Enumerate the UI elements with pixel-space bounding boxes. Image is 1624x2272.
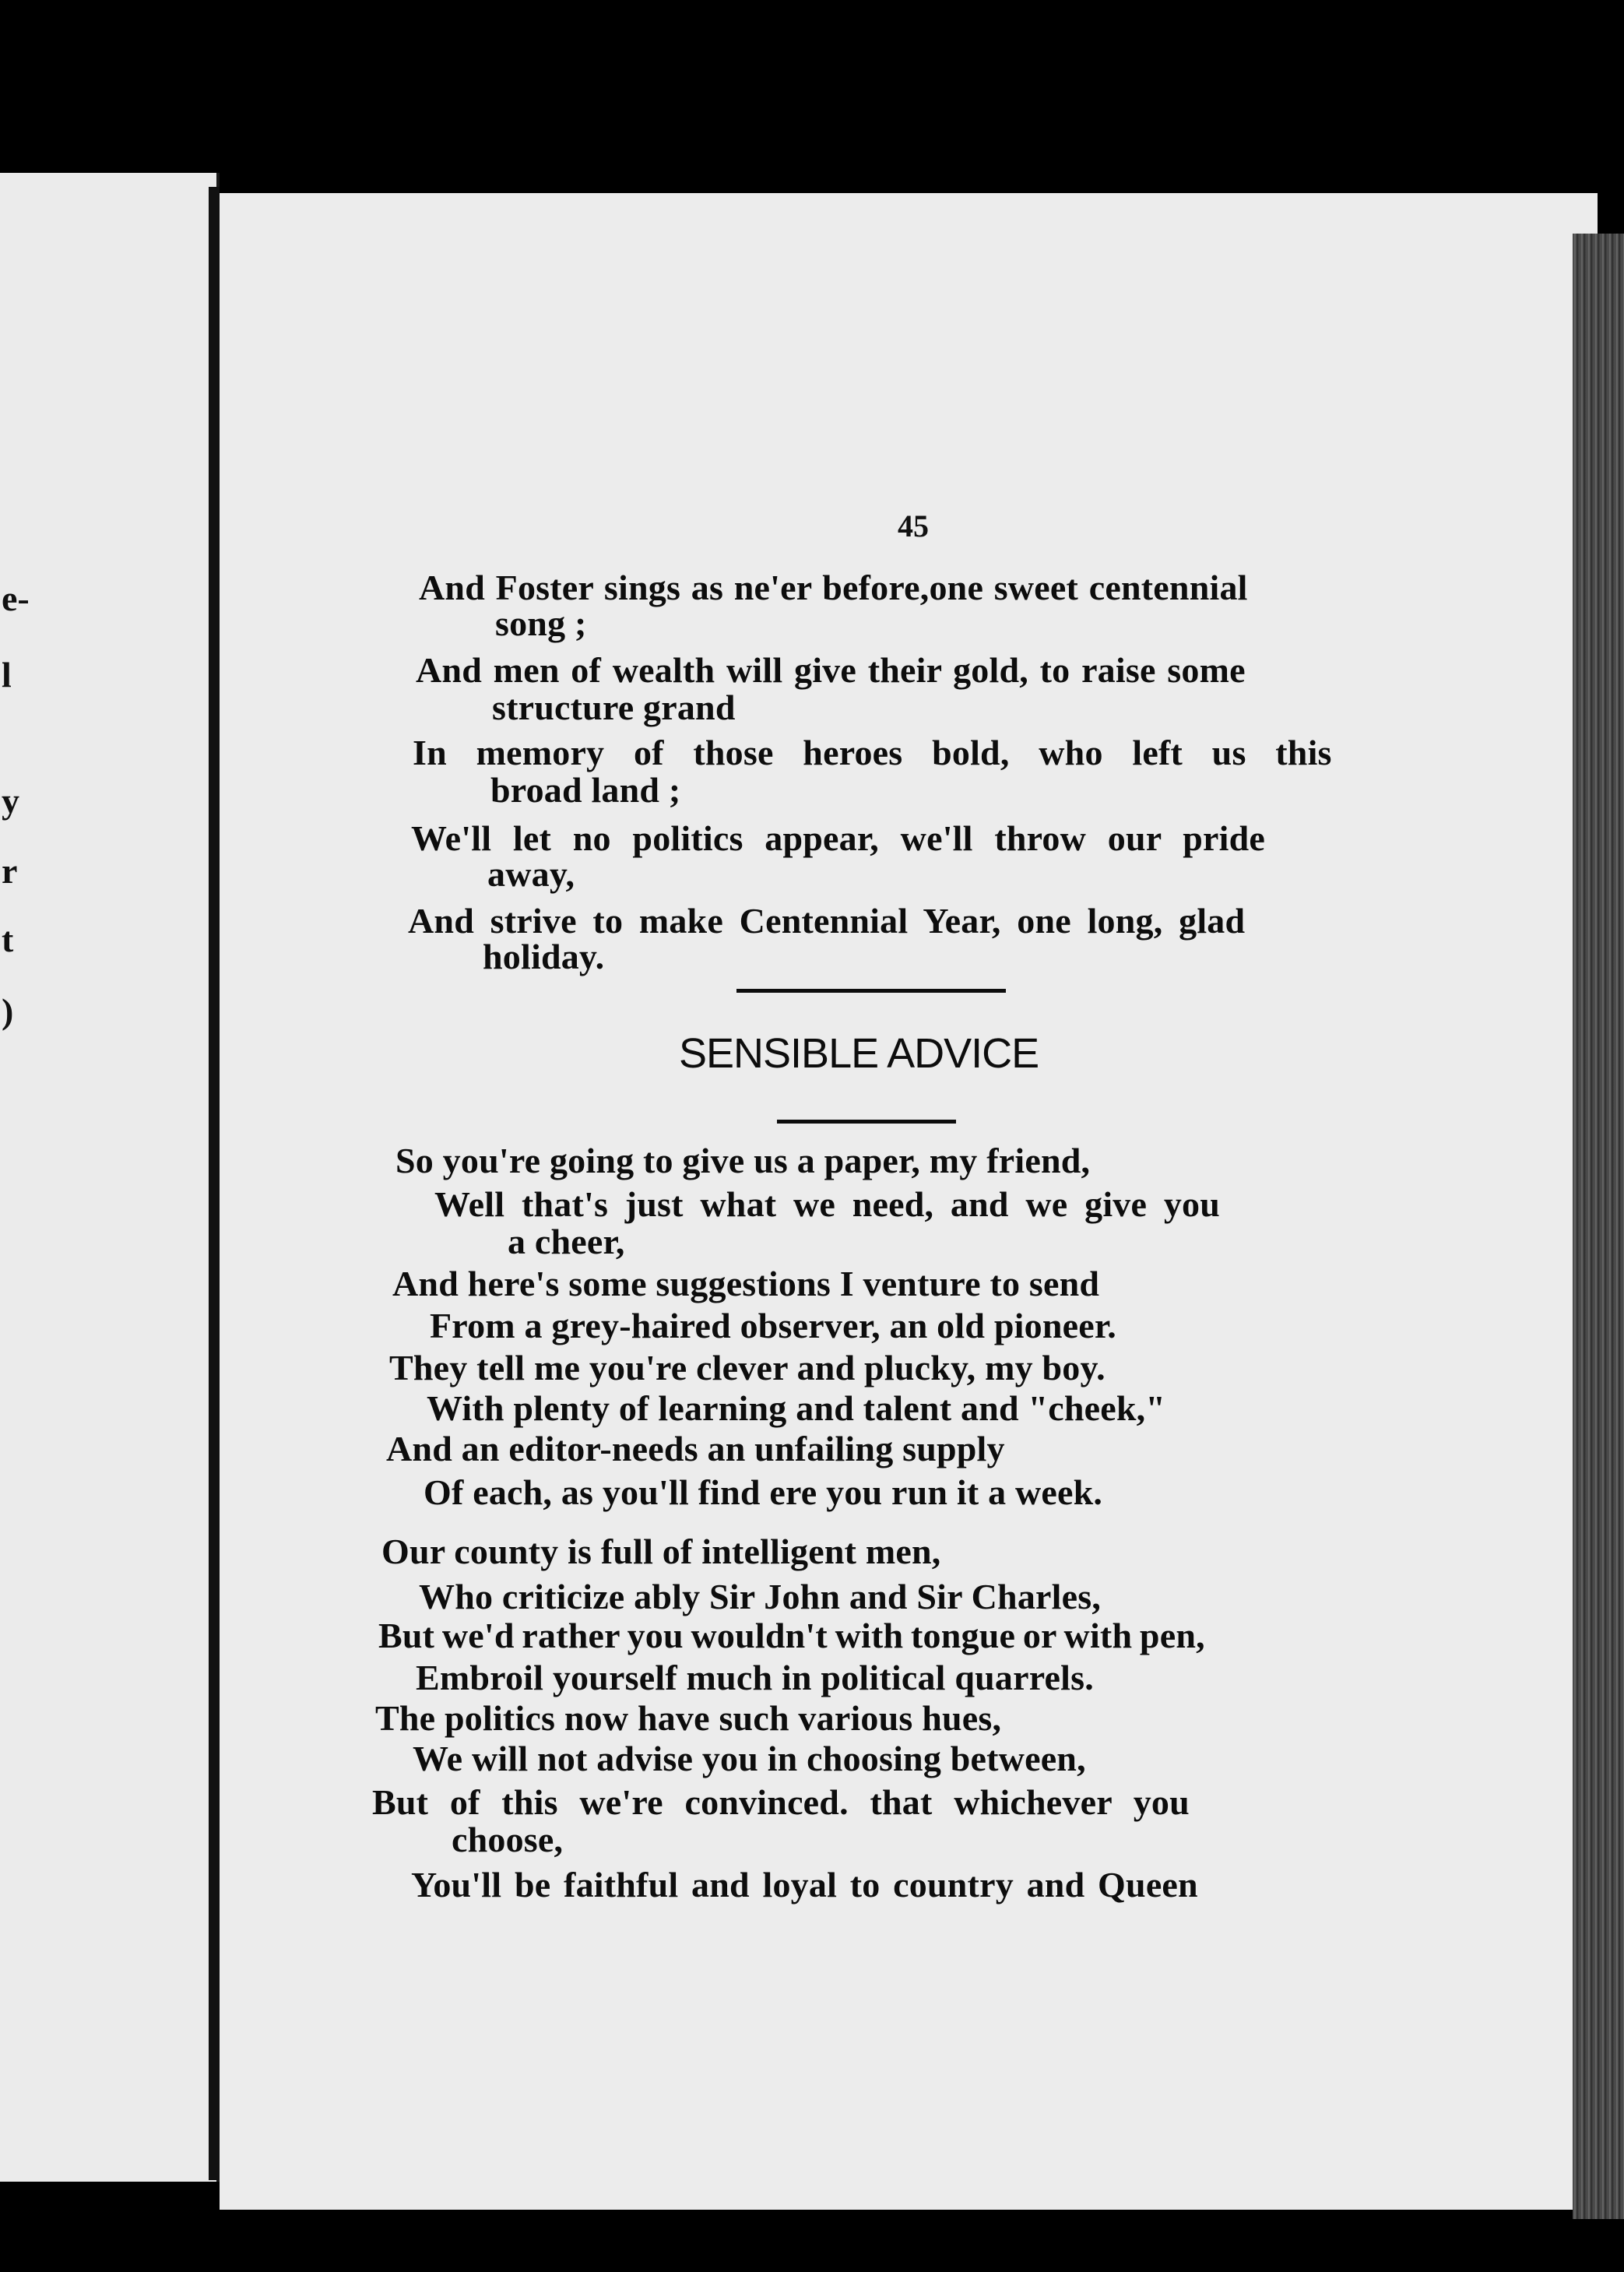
book-gutter bbox=[209, 187, 220, 2180]
poem-line-continuation: song ; bbox=[495, 603, 587, 643]
poem-line-continuation: structure grand bbox=[492, 688, 736, 727]
poem-line: In memory of those heroes bold, who left us this bbox=[413, 733, 1332, 772]
margin-fragment: y bbox=[2, 781, 19, 821]
poem-line: So you're going to give us a paper, my friend, bbox=[395, 1141, 1091, 1180]
poem-line: The politics now have such various hues, bbox=[375, 1698, 1002, 1738]
poem-line: We'll let no politics appear, we'll throw our pride bbox=[411, 818, 1265, 858]
poem-line: Embroil yourself much in political quarrels. bbox=[416, 1658, 1094, 1697]
poem-line: But of this we're convinced. that whichever you bbox=[372, 1782, 1190, 1822]
poem-line: a cheer, bbox=[508, 1222, 625, 1261]
divider-rule bbox=[777, 1120, 956, 1124]
margin-fragment: r bbox=[2, 851, 18, 891]
poem-line: And strive to make Centennial Year, one long, glad bbox=[408, 901, 1246, 941]
poem-line: But we'd rather you wouldn't with tongue or with pen, bbox=[378, 1616, 1205, 1655]
divider-rule bbox=[736, 989, 1006, 993]
poem-line: And men of wealth will give their gold, to raise some bbox=[416, 650, 1246, 690]
poem-line: choose, bbox=[452, 1820, 564, 1859]
poem-line: Who criticize ably Sir John and Sir Charles, bbox=[419, 1577, 1102, 1616]
poem-line: We will not advise you in choosing between, bbox=[413, 1739, 1086, 1778]
poem-title: SENSIBLE ADVICE bbox=[679, 1030, 1039, 1077]
page-number: 45 bbox=[898, 508, 929, 543]
poem-line: Our county is full of intelligent men, bbox=[381, 1532, 941, 1571]
margin-fragment: e- bbox=[2, 579, 30, 618]
margin-fragment: t bbox=[2, 920, 14, 959]
poem-line: You'll be faithful and loyal to country and Queen bbox=[411, 1865, 1198, 1904]
left-page-fragment bbox=[0, 173, 220, 2182]
poem-line-continuation: holiday. bbox=[483, 937, 605, 976]
page-edges bbox=[1573, 234, 1624, 2219]
margin-fragment: ) bbox=[2, 991, 14, 1031]
poem-line: With plenty of learning and talent and "cheek," bbox=[427, 1388, 1166, 1428]
poem-line: From a grey-haired observer, an old pioneer. bbox=[430, 1306, 1116, 1345]
poem-line: And an editor-needs an unfailing supply bbox=[386, 1429, 1005, 1468]
margin-fragment: l bbox=[2, 655, 12, 695]
poem-line: And Foster sings as ne'er before,one sweet centennial bbox=[419, 568, 1248, 607]
poem-line: Well that's just what we need, and we give you bbox=[434, 1184, 1221, 1224]
poem-line-continuation: broad land ; bbox=[490, 770, 681, 810]
poem-line: Of each, as you'll find ere you run it a week. bbox=[424, 1472, 1103, 1512]
poem-line: And here's some suggestions I venture to send bbox=[392, 1264, 1100, 1303]
poem-line-continuation: away, bbox=[487, 854, 575, 894]
poem-line: They tell me you're clever and plucky, my boy. bbox=[389, 1348, 1106, 1387]
